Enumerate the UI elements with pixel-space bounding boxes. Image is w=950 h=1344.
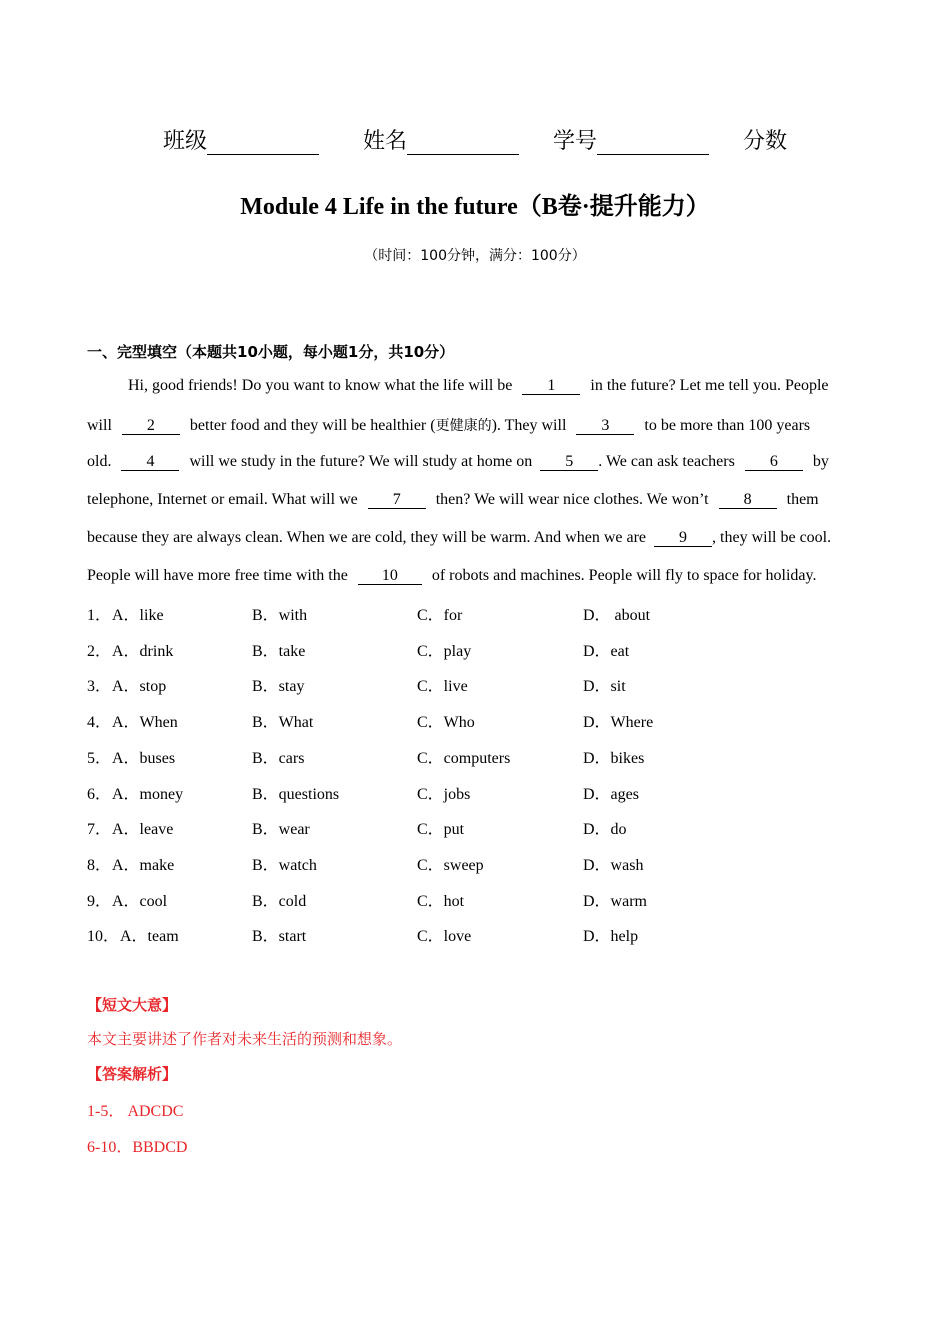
- option-b: B．start: [252, 928, 307, 945]
- class-blank: [207, 130, 319, 155]
- option-c: C．jobs: [417, 786, 471, 803]
- blank-10: 10: [358, 567, 422, 585]
- passage-line-1: [128, 377, 829, 395]
- option-a: A．like: [112, 607, 164, 624]
- option-b: B．wear: [252, 821, 310, 838]
- score-field: [743, 124, 787, 155]
- analysis-heading: 【答案解析】: [87, 1065, 178, 1083]
- option-d: D．Where: [583, 714, 654, 731]
- option-a: A．cool: [112, 893, 168, 910]
- passage-text: of robots and machines. People will fly to space for holiday.: [431, 567, 817, 584]
- question-number: 4．: [87, 714, 112, 731]
- answer-line-2: 6-10．BBDCD: [87, 1139, 188, 1156]
- blank-5: 5: [540, 453, 598, 471]
- option-a: A．money: [112, 786, 184, 803]
- question-number: 1．: [87, 607, 112, 624]
- question-number: 10．: [87, 928, 120, 945]
- option-d: D．bikes: [583, 750, 645, 767]
- option-a: A．make: [112, 857, 175, 874]
- blank-3: 3: [576, 417, 634, 435]
- number-field: [553, 124, 709, 155]
- name-blank: [407, 130, 519, 155]
- option-c: C．for: [417, 607, 463, 624]
- student-info-header: [0, 124, 950, 158]
- class-field: [163, 124, 319, 155]
- summary-text: 本文主要讲述了作者对未来生活的预测和想象。: [87, 1030, 403, 1048]
- option-c: C．play: [417, 643, 472, 660]
- passage-text: then? We will wear nice clothes. We won’t: [435, 491, 709, 508]
- passage-text: by: [812, 453, 829, 470]
- option-c: C．sweep: [417, 857, 484, 874]
- score-label: 分数: [743, 129, 788, 154]
- blank-7: 7: [368, 491, 426, 509]
- passage-text: will: [87, 417, 112, 434]
- passage-text-chinese: 更健康的: [435, 418, 492, 434]
- option-a: A．stop: [112, 678, 167, 695]
- option-b: B．questions: [252, 786, 340, 803]
- passage-text: Hi, good friends! Do you want to know what the life will be: [128, 377, 513, 394]
- passage-text: ). They will: [491, 417, 567, 434]
- option-b: B．cars: [252, 750, 305, 767]
- option-b: B．stay: [252, 678, 305, 695]
- option-d: D． about: [583, 607, 651, 624]
- passage-text: because they are always clean. When we are cold, they will be warm. And when we are: [87, 529, 647, 546]
- option-a: A．drink: [112, 643, 174, 660]
- question-number: 9．: [87, 893, 112, 910]
- number-blank: [597, 130, 709, 155]
- option-a: A．buses: [112, 750, 176, 767]
- option-d: D．eat: [583, 643, 630, 660]
- question-number: 5．: [87, 750, 112, 767]
- passage-line-4: [87, 491, 819, 509]
- passage-text: better food and they will be healthier (: [189, 417, 436, 434]
- option-c: C．Who: [417, 714, 475, 731]
- option-b: B．with: [252, 607, 308, 624]
- passage-text: telephone, Internet or email. What will we: [87, 491, 358, 508]
- option-a: A．leave: [112, 821, 174, 838]
- passage-text: them: [786, 491, 819, 508]
- name-label: 姓名: [363, 129, 408, 154]
- option-c: C．love: [417, 928, 472, 945]
- page-subtitle: （时间：100分钟，满分：100分）: [364, 248, 586, 264]
- option-a: A．team: [120, 928, 179, 945]
- option-b: B．watch: [252, 857, 317, 874]
- question-number: 2．: [87, 643, 112, 660]
- option-c: C．computers: [417, 750, 511, 767]
- question-number: 3．: [87, 678, 112, 695]
- blank-4: 4: [121, 453, 179, 471]
- option-d: D．do: [583, 821, 627, 838]
- passage-line-5: [87, 529, 831, 547]
- blank-1: 1: [522, 377, 580, 395]
- passage-text: to be more than 100 years: [644, 417, 811, 434]
- option-d: D．sit: [583, 678, 626, 695]
- blank-9: 9: [654, 529, 712, 547]
- option-d: D．wash: [583, 857, 644, 874]
- name-field: [363, 124, 519, 155]
- blank-8: 8: [719, 491, 777, 509]
- summary-heading: 【短文大意】: [87, 996, 178, 1014]
- class-label: 班级: [163, 129, 208, 154]
- passage-text: . We can ask teachers: [598, 453, 735, 470]
- option-b: B．What: [252, 714, 314, 731]
- passage-text: People will have more free time with the: [87, 567, 348, 584]
- option-a: A．When: [112, 714, 178, 731]
- blank-2: 2: [122, 417, 180, 435]
- option-d: D．warm: [583, 893, 647, 910]
- section-heading: 一、完型填空（本题共10小题，每小题1分，共10分）: [87, 343, 455, 361]
- option-b: B．take: [252, 643, 306, 660]
- number-label: 学号: [553, 129, 598, 154]
- passage-text: in the future? Let me tell you. People: [590, 377, 829, 394]
- option-c: C．put: [417, 821, 465, 838]
- passage-line-2: [87, 415, 810, 435]
- passage-line-3: [87, 453, 829, 471]
- passage-text: will we study in the future? We will study at home on: [189, 453, 533, 470]
- option-b: B．cold: [252, 893, 307, 910]
- page-title: Module 4 Life in the future（B卷·提升能力）: [240, 194, 710, 220]
- option-d: D．help: [583, 928, 639, 945]
- question-number: 7．: [87, 821, 112, 838]
- question-number: 6．: [87, 786, 112, 803]
- passage-line-6: [87, 567, 816, 585]
- blank-6: 6: [745, 453, 803, 471]
- option-c: C．hot: [417, 893, 465, 910]
- passage-text: , they will be cool.: [712, 529, 832, 546]
- answer-line-1: 1-5． ADCDC: [87, 1103, 184, 1120]
- passage-text: old.: [87, 453, 112, 470]
- option-d: D．ages: [583, 786, 639, 803]
- question-number: 8．: [87, 857, 112, 874]
- option-c: C．live: [417, 678, 468, 695]
